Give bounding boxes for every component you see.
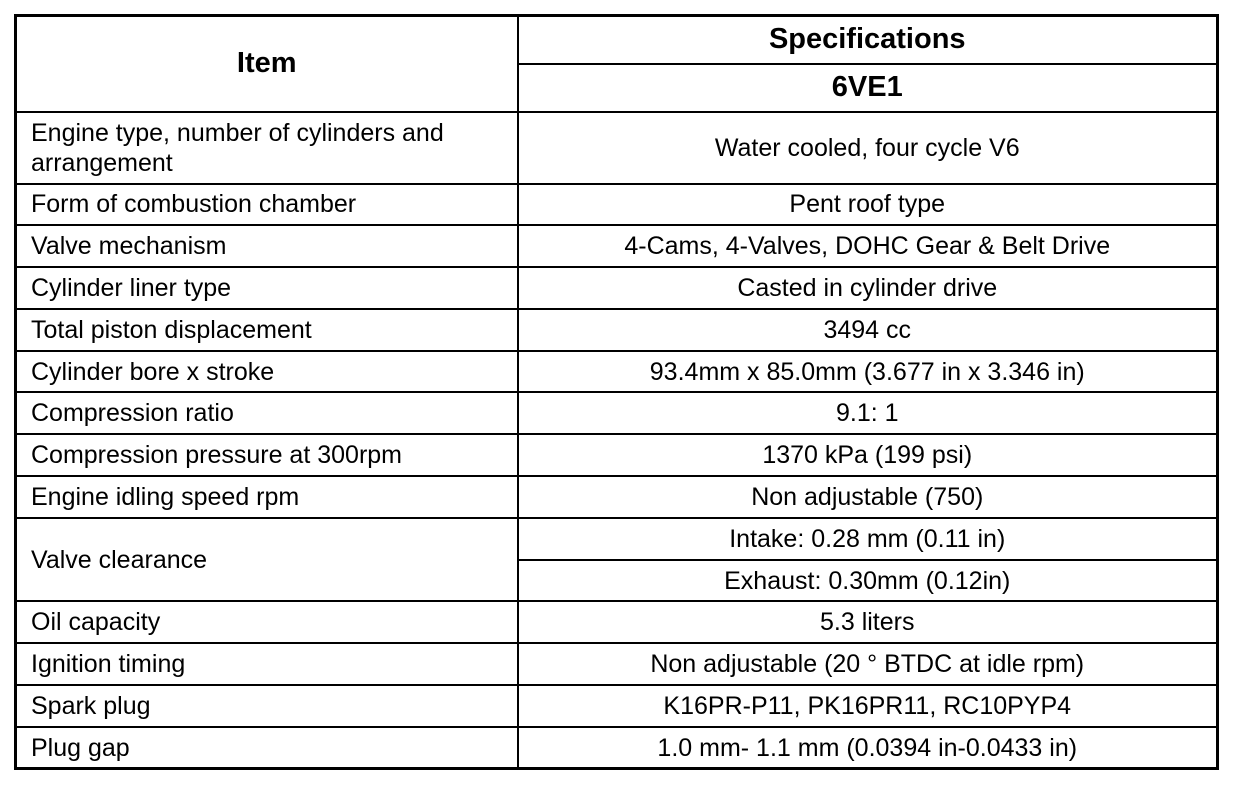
item-cell: Valve clearance [16,518,518,602]
table-row [16,351,1218,393]
item-header: Item [16,16,518,112]
table-row [16,225,1218,267]
item-cell: Total piston displacement [16,309,518,351]
item-cell: Plug gap [16,727,518,769]
model-header: 6VE1 [518,64,1218,112]
value-cell: 1.0 mm- 1.1 mm (0.0394 in-0.0433 in) [518,727,1218,769]
table-row [16,112,1218,184]
value-cell: Pent roof type [518,184,1218,226]
item-cell: Compression ratio [16,392,518,434]
table-row [16,267,1218,309]
table-row [16,184,1218,226]
value-cell: 93.4mm x 85.0mm (3.677 in x 3.346 in) [518,351,1218,393]
table-row [16,727,1218,769]
item-cell: Valve mechanism [16,225,518,267]
specifications-header: Specifications [518,16,1218,64]
value-cell: Non adjustable (20 ° BTDC at idle rpm) [518,643,1218,685]
table-row [16,434,1218,476]
exhaust-value-cell: Exhaust: 0.30mm (0.12in) [518,560,1218,602]
item-cell: Cylinder bore x stroke [16,351,518,393]
value-cell: Non adjustable (750) [518,476,1218,518]
item-cell: Cylinder liner type [16,267,518,309]
table-row [16,476,1218,518]
item-cell: Engine idling speed rpm [16,476,518,518]
table-row [16,601,1218,643]
table-row [16,685,1218,727]
item-cell: Spark plug [16,685,518,727]
intake-value-cell: Intake: 0.28 mm (0.11 in) [518,518,1218,560]
value-cell: Water cooled, four cycle V6 [518,112,1218,184]
value-cell: 4-Cams, 4-Valves, DOHC Gear & Belt Drive [518,225,1218,267]
value-cell: 3494 cc [518,309,1218,351]
valve-clearance-row [16,518,1218,560]
value-cell: 5.3 liters [518,601,1218,643]
item-cell: Ignition timing [16,643,518,685]
item-cell: Engine type, number of cylinders and arrangement [16,112,518,184]
table-row [16,392,1218,434]
engine-spec-table [14,14,1219,770]
value-cell: K16PR-P11, PK16PR11, RC10PYP4 [518,685,1218,727]
value-cell: 9.1: 1 [518,392,1218,434]
table-row [16,643,1218,685]
table-row [16,309,1218,351]
value-cell: Casted in cylinder drive [518,267,1218,309]
item-cell: Form of combustion chamber [16,184,518,226]
item-cell: Oil capacity [16,601,518,643]
header-row [16,16,1218,64]
item-cell: Compression pressure at 300rpm [16,434,518,476]
value-cell: 1370 kPa (199 psi) [518,434,1218,476]
